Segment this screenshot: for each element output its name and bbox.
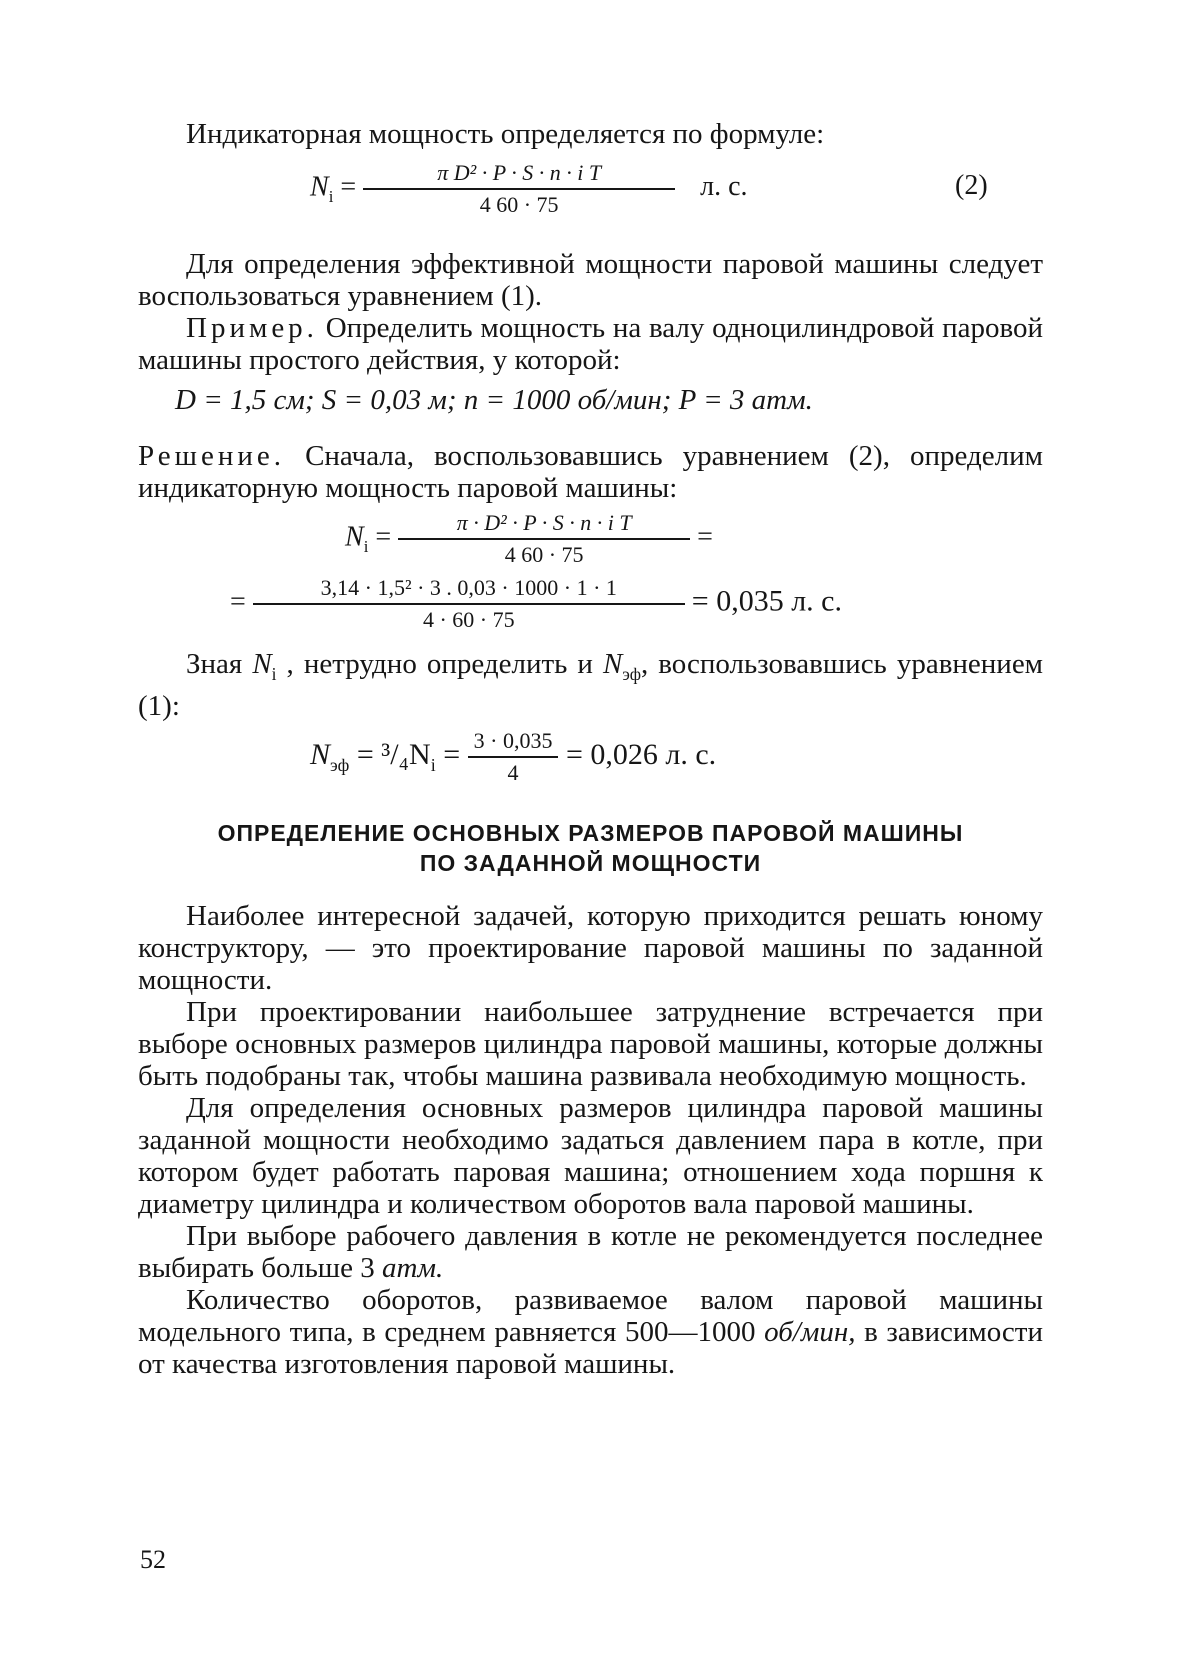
knowing-section xyxy=(138,648,1043,722)
body-paragraph-5 xyxy=(138,1284,1043,1380)
knowing-paragraph xyxy=(138,648,1043,722)
eff-numerator: 3 · 0,035 xyxy=(468,728,559,758)
example-paragraph xyxy=(138,312,1043,376)
knowing-neff: N xyxy=(602,648,623,680)
para5-text: Количество оборотов, развиваемое валом паровой машины модельного типа, в среднем равняется 500—1000 xyxy=(138,1284,1043,1348)
heading-line-1: ОПРЕДЕЛЕНИЕ ОСНОВНЫХ РАЗМЕРОВ ПАРОВОЙ МАШИНЫ xyxy=(217,820,964,846)
body-paragraph-1: Наиболее интересной задачей, которую приходится решать юному конструктору, — это проектирование паровой машины по заданной мощности. xyxy=(138,900,1043,996)
solution-numerator-1: π · D² · P · S · n · i T xyxy=(398,510,690,540)
formula2-denominator: 4 60 · 75 xyxy=(479,192,559,217)
example-text: Определить мощность на валу одноцилиндровой паровой машины простого действия, у которой: xyxy=(138,312,1043,376)
eff-fraction xyxy=(468,728,559,786)
solution-text: Сначала, воспользовавшись уравнением (2), определим индикаторную мощность паровой машины: xyxy=(138,440,1044,504)
solution-formula-line2: = $\frac{\text{3,14 · 1,5² · 3 . 0,03 · 1000 · 1 · 1}}{4 \cdot 60 \cdot 75}$ = 0,035 л. с. xyxy=(230,575,843,632)
solution-lhs: N xyxy=(345,521,364,553)
intro-line: Индикаторная мощность определяется по формуле: xyxy=(186,118,825,150)
solution-numerator-2: 3,14 · 1,5² · 3 . 0,03 · 1000 · 1 · 1 xyxy=(253,575,685,605)
knowing-ni: N xyxy=(252,648,272,680)
section-heading xyxy=(138,818,1043,878)
body-paragraph-4 xyxy=(138,1220,1043,1284)
body-paragraph-3: Для определения основных размеров цилиндра паровой машины заданной мощности необходимо задаться давлением пара в котле, при котором будет работать паровая машина; отношением хода поршня к диаметру цилиндра и количеством оборотов вала паровой машины. xyxy=(138,1092,1043,1220)
solution-denominator-1: 4 60 · 75 xyxy=(504,542,584,567)
knowing-neff-sub: эф xyxy=(622,663,641,684)
para5-tail: в зависимости от качества изготовления паровой машины. xyxy=(138,1316,1043,1380)
knowing-text-3: , воспользовавшись уравнением (1): xyxy=(138,648,1044,722)
para4-text: При выборе рабочего давления в котле не рекомендуется последнее выбирать больше 3 xyxy=(138,1220,1043,1284)
para5-unit: об/мин, xyxy=(764,1316,856,1348)
eff-mid: = ³/₄N xyxy=(356,737,431,771)
solution-paragraph xyxy=(138,440,1043,504)
solution-fraction-2 xyxy=(253,575,685,633)
page-number: 52 xyxy=(140,1545,166,1574)
eff-lhs-sub: эф xyxy=(330,754,350,775)
solution-label: Решение. xyxy=(138,440,285,472)
intro-paragraph xyxy=(138,118,1043,150)
formula2-fraction xyxy=(363,160,675,218)
formula-indicator-power: $N_i$ = $\frac{\text{π D² · P · S · n · i T}}{4 60 \cdot 75}$ л. с. xyxy=(310,160,748,217)
eff-lhs: N xyxy=(310,737,331,771)
knowing-ni-sub: i xyxy=(271,663,277,684)
solution-denominator-2: 4 · 60 · 75 xyxy=(422,607,515,632)
heading-line-2: ПО ЗАДАННОЙ МОЩНОСТИ xyxy=(419,850,762,876)
formula2-unit: л. с. xyxy=(700,171,748,203)
effective-power-paragraph: Для определения эффективной мощности паровой машины следует воспользоваться уравнением (1). xyxy=(138,248,1043,312)
body-paragraph-2: При проектировании наибольшее затруднение встречается при выборе основных размеров цилиндра паровой машины, которые должны быть подобраны так, чтобы машина развивала необходимую мощность. xyxy=(138,996,1043,1092)
eff-denominator: 4 xyxy=(507,760,519,785)
knowing-text-1: Зная xyxy=(186,648,243,680)
formula2-lhs-sub: i xyxy=(328,187,334,207)
solution-section xyxy=(138,440,1043,504)
solution-result: = 0,035 л. с. xyxy=(691,584,843,618)
effective-power-section xyxy=(138,248,1043,376)
given-values: D = 1,5 см; S = 0,03 м; n = 1000 об/мин; P = 3 атм. xyxy=(175,384,813,416)
solution-formula-line1: $N_i$ = $\frac{\text{π · D² · P · S · n · i T}}{4 60 \cdot 75}$ = xyxy=(345,510,713,567)
example-label: Пример. xyxy=(186,312,318,344)
eff-mid-sub: i xyxy=(430,754,436,775)
formula-effective-power: $N_{эф} = ^3/_4N_i$ = $\frac{3 \cdot 0,035}{4}$ = 0,026 л. с. xyxy=(310,728,717,785)
solution-fraction-1 xyxy=(398,510,690,568)
equation-number: (2) xyxy=(955,170,988,201)
formula2-lhs: N xyxy=(310,171,329,203)
body-text xyxy=(138,900,1043,1380)
knowing-text-2: , нетрудно определить и xyxy=(286,648,593,680)
para4-unit: атм. xyxy=(382,1252,444,1284)
eff-result: = 0,026 л. с. xyxy=(565,737,717,771)
solution-lhs-sub: i xyxy=(363,537,369,557)
formula2-numerator: π D² · P · S · n · i T xyxy=(363,160,675,190)
